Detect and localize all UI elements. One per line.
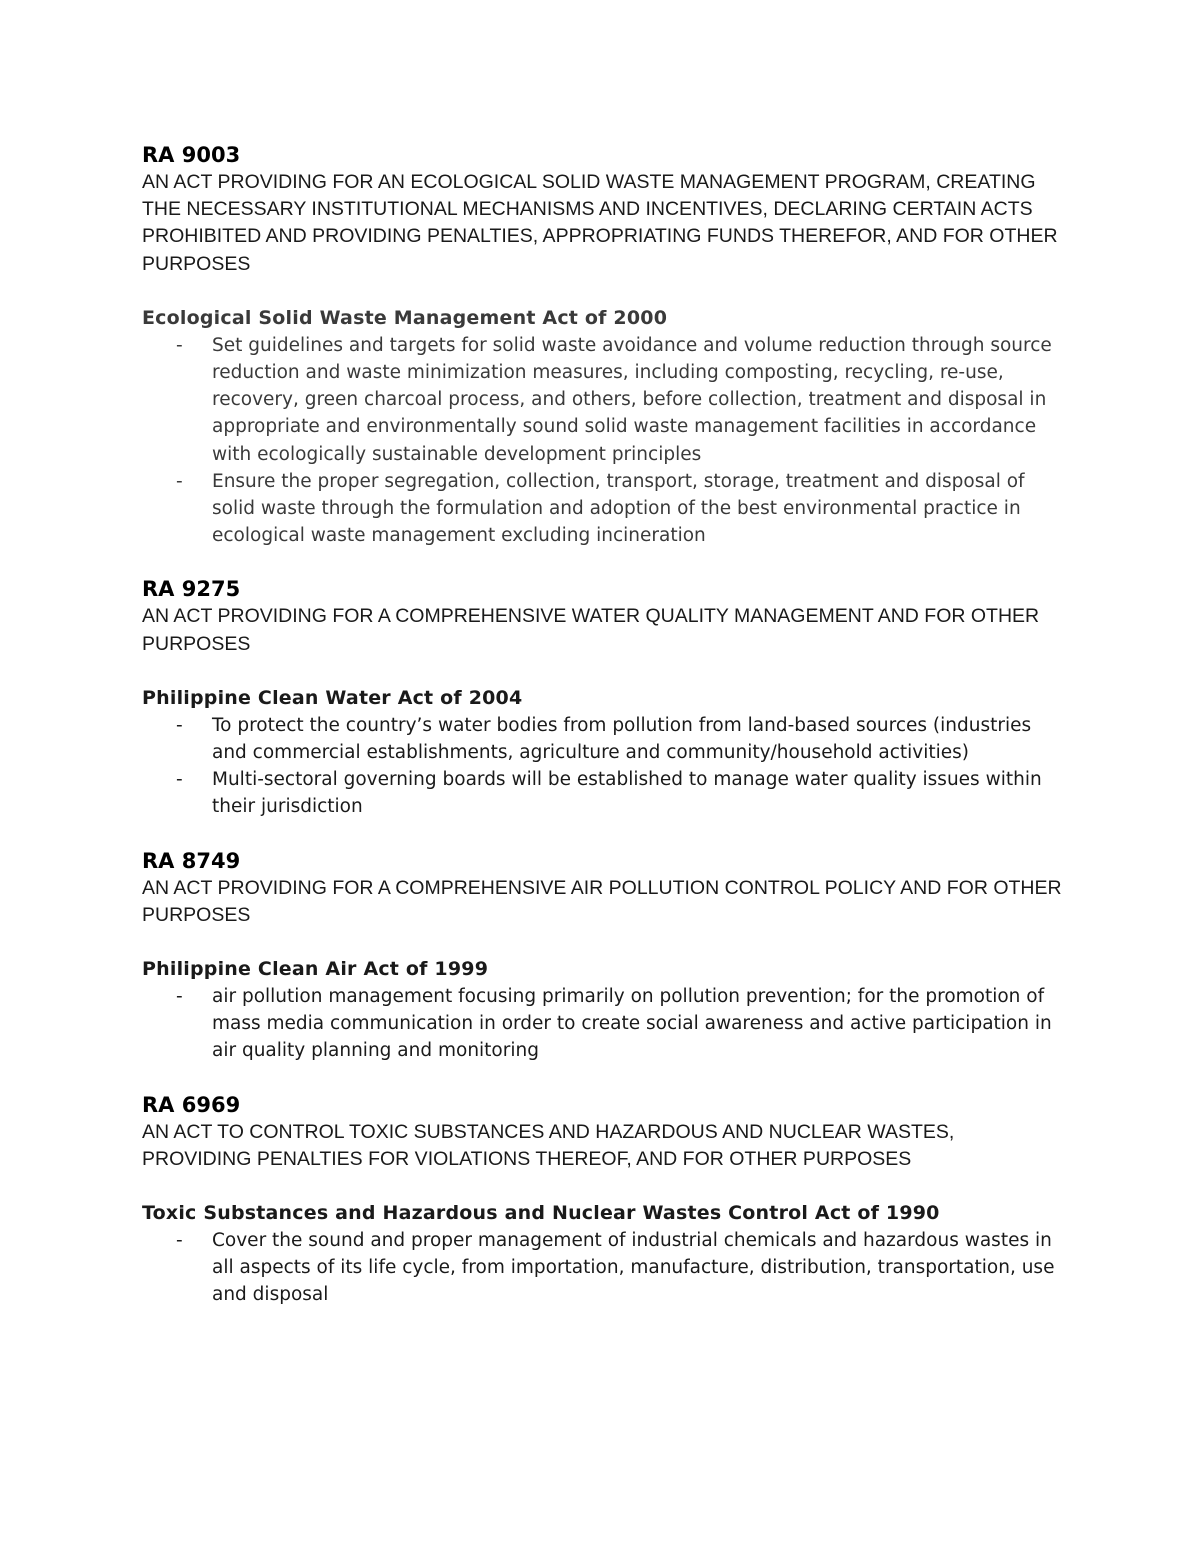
- bullet-marker: -: [176, 769, 183, 791]
- bullet-marker: -: [176, 714, 183, 736]
- bullet-list: [142, 1227, 1072, 1309]
- bullet-item: [142, 983, 1062, 1065]
- act-title: AN ACT PROVIDING FOR A COMPREHENSIVE AIR POLLUTION CONTROL POLICY AND FOR OTHER PURPOSES: [142, 876, 1062, 926]
- ra-number: RA 9003: [142, 143, 241, 167]
- law-section-ra-9003: [142, 142, 1072, 549]
- document-page: [142, 142, 1072, 1309]
- bullet-marker: -: [176, 334, 183, 356]
- bullet-text: Set guidelines and targets for solid waste avoidance and volume reduction through source reduction and waste minimization measures, including composting, recycling, re-use, recovery, green charcoal process, and others, before collection, treatment and disposal in appropriate and environmentally sound solid waste management facilities in accordance with ecologically sustainable development principles: [212, 334, 1052, 465]
- ra-number: RA 9275: [142, 577, 241, 602]
- bullet-item: [142, 332, 1062, 468]
- act-title: AN ACT TO CONTROL TOXIC SUBSTANCES AND HAZARDOUS AND NUCLEAR WASTES, PROVIDING PENALTIES FOR VIOLATIONS THEREOF, AND FOR OTHER PURPOSES: [142, 1120, 955, 1170]
- bullet-text: air pollution management focusing primarily on pollution prevention; for the promotion of mass media communication in order to create social awareness and active participation in air quality planning and monitoring: [212, 986, 1052, 1062]
- short-title: Philippine Clean Water Act of 2004: [142, 686, 523, 709]
- bullet-text: Multi-sectoral governing boards will be established to manage water quality issues within their jurisdiction: [212, 769, 1042, 818]
- law-section-ra-9275: [142, 576, 1072, 820]
- bullet-list: [142, 983, 1072, 1065]
- act-title: AN ACT PROVIDING FOR AN ECOLOGICAL SOLID WASTE MANAGEMENT PROGRAM, CREATING THE NECESSARY INSTITUTIONAL MECHANISMS AND INCENTIVES, DECLARING CERTAIN ACTS PROHIBITED AND PROVIDING PENALTIES, APPROPRIATING FUNDS THEREFOR, AND FOR OTHER PURPOSES: [142, 171, 1058, 275]
- bullet-item: [142, 766, 1062, 820]
- bullet-text: Ensure the proper segregation, collection, transport, storage, treatment and disposal of solid waste through the formulation and adoption of the best environmental practice in ecological waste management excluding incineration: [212, 470, 1025, 547]
- bullet-item: [142, 712, 1062, 766]
- short-title: Toxic Substances and Hazardous and Nuclear Wastes Control Act of 1990: [142, 1202, 940, 1225]
- short-title: Philippine Clean Air Act of 1999: [142, 958, 489, 981]
- act-title: AN ACT PROVIDING FOR A COMPREHENSIVE WATER QUALITY MANAGEMENT AND FOR OTHER PURPOSES: [142, 605, 1040, 655]
- bullet-list: [142, 332, 1072, 550]
- bullet-item: [142, 1227, 1062, 1309]
- bullet-item: [142, 468, 1062, 550]
- ra-number: RA 6969: [142, 1092, 241, 1117]
- bullet-marker: -: [176, 1230, 183, 1252]
- law-section-ra-6969: [142, 1092, 1072, 1309]
- bullet-marker: -: [176, 986, 183, 1008]
- bullet-text: To protect the country’s water bodies from pollution from land-based sources (industries and commercial establishments, agriculture and community/household activities): [212, 714, 1032, 764]
- ra-number: RA 8749: [142, 848, 241, 873]
- bullet-text: Cover the sound and proper management of industrial chemicals and hazardous wastes in all aspects of its life cycle, from importation, manufacture, distribution, transportation, use and disposal: [212, 1230, 1055, 1306]
- bullet-list: [142, 712, 1072, 821]
- bullet-marker: -: [176, 470, 183, 492]
- law-section-ra-8749: [142, 848, 1072, 1065]
- short-title: Ecological Solid Waste Management Act of 2000: [142, 306, 668, 329]
